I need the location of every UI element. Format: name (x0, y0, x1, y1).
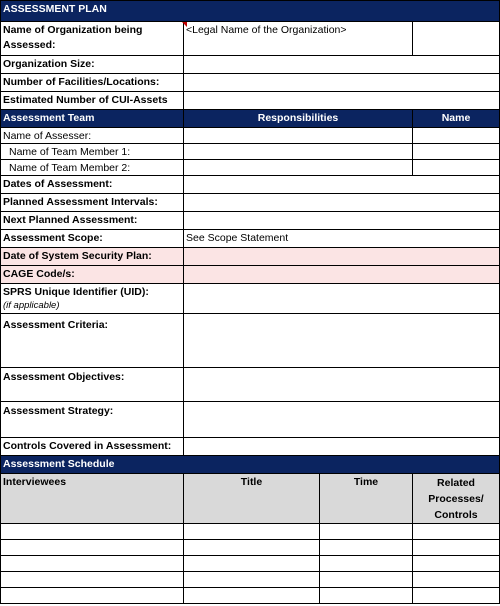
strategy-value[interactable] (184, 402, 500, 438)
member1-name[interactable] (413, 144, 500, 160)
schedule-header-row (0, 456, 500, 474)
member2-responsibilities[interactable] (184, 160, 413, 176)
member2-row (0, 160, 500, 176)
interviewees-header: Interviewees (0, 474, 184, 524)
title-cell[interactable] (184, 540, 320, 556)
title-cell[interactable] (184, 524, 320, 540)
team-header: Assessment Team (0, 110, 184, 128)
related-header: Related Processes/ Controls (413, 474, 500, 524)
scope-label: Assessment Scope: (0, 230, 184, 248)
interviewee-cell[interactable] (0, 524, 184, 540)
comment-marker-icon[interactable] (182, 22, 187, 27)
next-assessment-row (0, 212, 500, 230)
cage-row (0, 266, 500, 284)
title-header: Title (184, 474, 320, 524)
title-cell[interactable] (184, 588, 320, 604)
intervals-value[interactable] (184, 194, 500, 212)
controls-label: Controls Covered in Assessment: (0, 438, 184, 456)
interviewee-cell[interactable] (0, 540, 184, 556)
objectives-row (0, 368, 500, 402)
schedule-rows (0, 524, 500, 604)
dates-label: Dates of Assessment: (0, 176, 184, 194)
time-cell[interactable] (320, 572, 413, 588)
table-row (0, 540, 500, 556)
time-cell[interactable] (320, 524, 413, 540)
related-cell[interactable] (413, 524, 500, 540)
assessor-name[interactable] (413, 128, 500, 144)
sprs-label-cell (0, 284, 184, 314)
dates-value[interactable] (184, 176, 500, 194)
time-cell[interactable] (320, 588, 413, 604)
intervals-label: Planned Assessment Intervals: (0, 194, 184, 212)
controls-value[interactable] (184, 438, 500, 456)
ssp-date-value[interactable] (184, 248, 500, 266)
related-cell[interactable] (413, 588, 500, 604)
team-header-row (0, 110, 500, 128)
related-cell[interactable] (413, 540, 500, 556)
org-size-row (0, 56, 500, 74)
org-size-value[interactable] (184, 56, 500, 74)
table-row (0, 556, 500, 572)
assessor-responsibilities[interactable] (184, 128, 413, 144)
interviewee-cell[interactable] (0, 572, 184, 588)
sprs-label: SPRS Unique Identifier (UID): (3, 286, 149, 298)
assessor-label: Name of Assesser: (0, 128, 184, 144)
cage-label: CAGE Code/s: (0, 266, 184, 284)
ssp-date-label: Date of System Security Plan: (0, 248, 184, 266)
sprs-note: (if applicable) (3, 300, 60, 311)
name-header: Name (413, 110, 500, 128)
dates-row (0, 176, 500, 194)
criteria-value[interactable] (184, 314, 500, 368)
ssp-date-row (0, 248, 500, 266)
strategy-row (0, 402, 500, 438)
time-cell[interactable] (320, 556, 413, 572)
next-assessment-label: Next Planned Assessment: (0, 212, 184, 230)
related-cell[interactable] (413, 556, 500, 572)
title-cell[interactable] (184, 572, 320, 588)
sprs-row (0, 284, 500, 314)
member1-responsibilities[interactable] (184, 144, 413, 160)
facilities-row (0, 74, 500, 92)
cui-assets-label: Estimated Number of CUI-Assets (0, 92, 184, 110)
plan-title: ASSESSMENT PLAN (0, 1, 500, 22)
schedule-header: Assessment Schedule (0, 456, 500, 474)
cui-assets-value[interactable] (184, 92, 500, 110)
scope-value[interactable]: See Scope Statement (184, 230, 500, 248)
interviewee-cell[interactable] (0, 588, 184, 604)
member1-row (0, 144, 500, 160)
objectives-label: Assessment Objectives: (0, 368, 184, 402)
criteria-label: Assessment Criteria: (0, 314, 184, 368)
objectives-value[interactable] (184, 368, 500, 402)
table-row (0, 524, 500, 540)
criteria-row (0, 314, 500, 368)
cage-value[interactable] (184, 266, 500, 284)
org-size-label: Organization Size: (0, 56, 184, 74)
scope-row (0, 230, 500, 248)
member2-name[interactable] (413, 160, 500, 176)
time-header: Time (320, 474, 413, 524)
assessor-row (0, 128, 500, 144)
facilities-label: Number of Facilities/Locations: (0, 74, 184, 92)
member1-label: Name of Team Member 1: (0, 144, 184, 160)
table-row (0, 572, 500, 588)
plan-title-row (0, 0, 500, 22)
title-cell[interactable] (184, 556, 320, 572)
related-cell[interactable] (413, 572, 500, 588)
org-name-row (0, 22, 500, 56)
org-name-value[interactable]: <Legal Name of the Organization> (184, 22, 413, 56)
member2-label: Name of Team Member 2: (0, 160, 184, 176)
schedule-columns-row (0, 474, 500, 524)
responsibilities-header: Responsibilities (184, 110, 413, 128)
org-name-label: Name of Organization being Assessed: (0, 22, 184, 56)
facilities-value[interactable] (184, 74, 500, 92)
sprs-value[interactable] (184, 284, 500, 314)
org-name-extra-cell[interactable] (413, 22, 500, 56)
next-assessment-value[interactable] (184, 212, 500, 230)
table-row (0, 588, 500, 604)
controls-row (0, 438, 500, 456)
cui-assets-row (0, 92, 500, 110)
strategy-label: Assessment Strategy: (0, 402, 184, 438)
interviewee-cell[interactable] (0, 556, 184, 572)
intervals-row (0, 194, 500, 212)
time-cell[interactable] (320, 540, 413, 556)
